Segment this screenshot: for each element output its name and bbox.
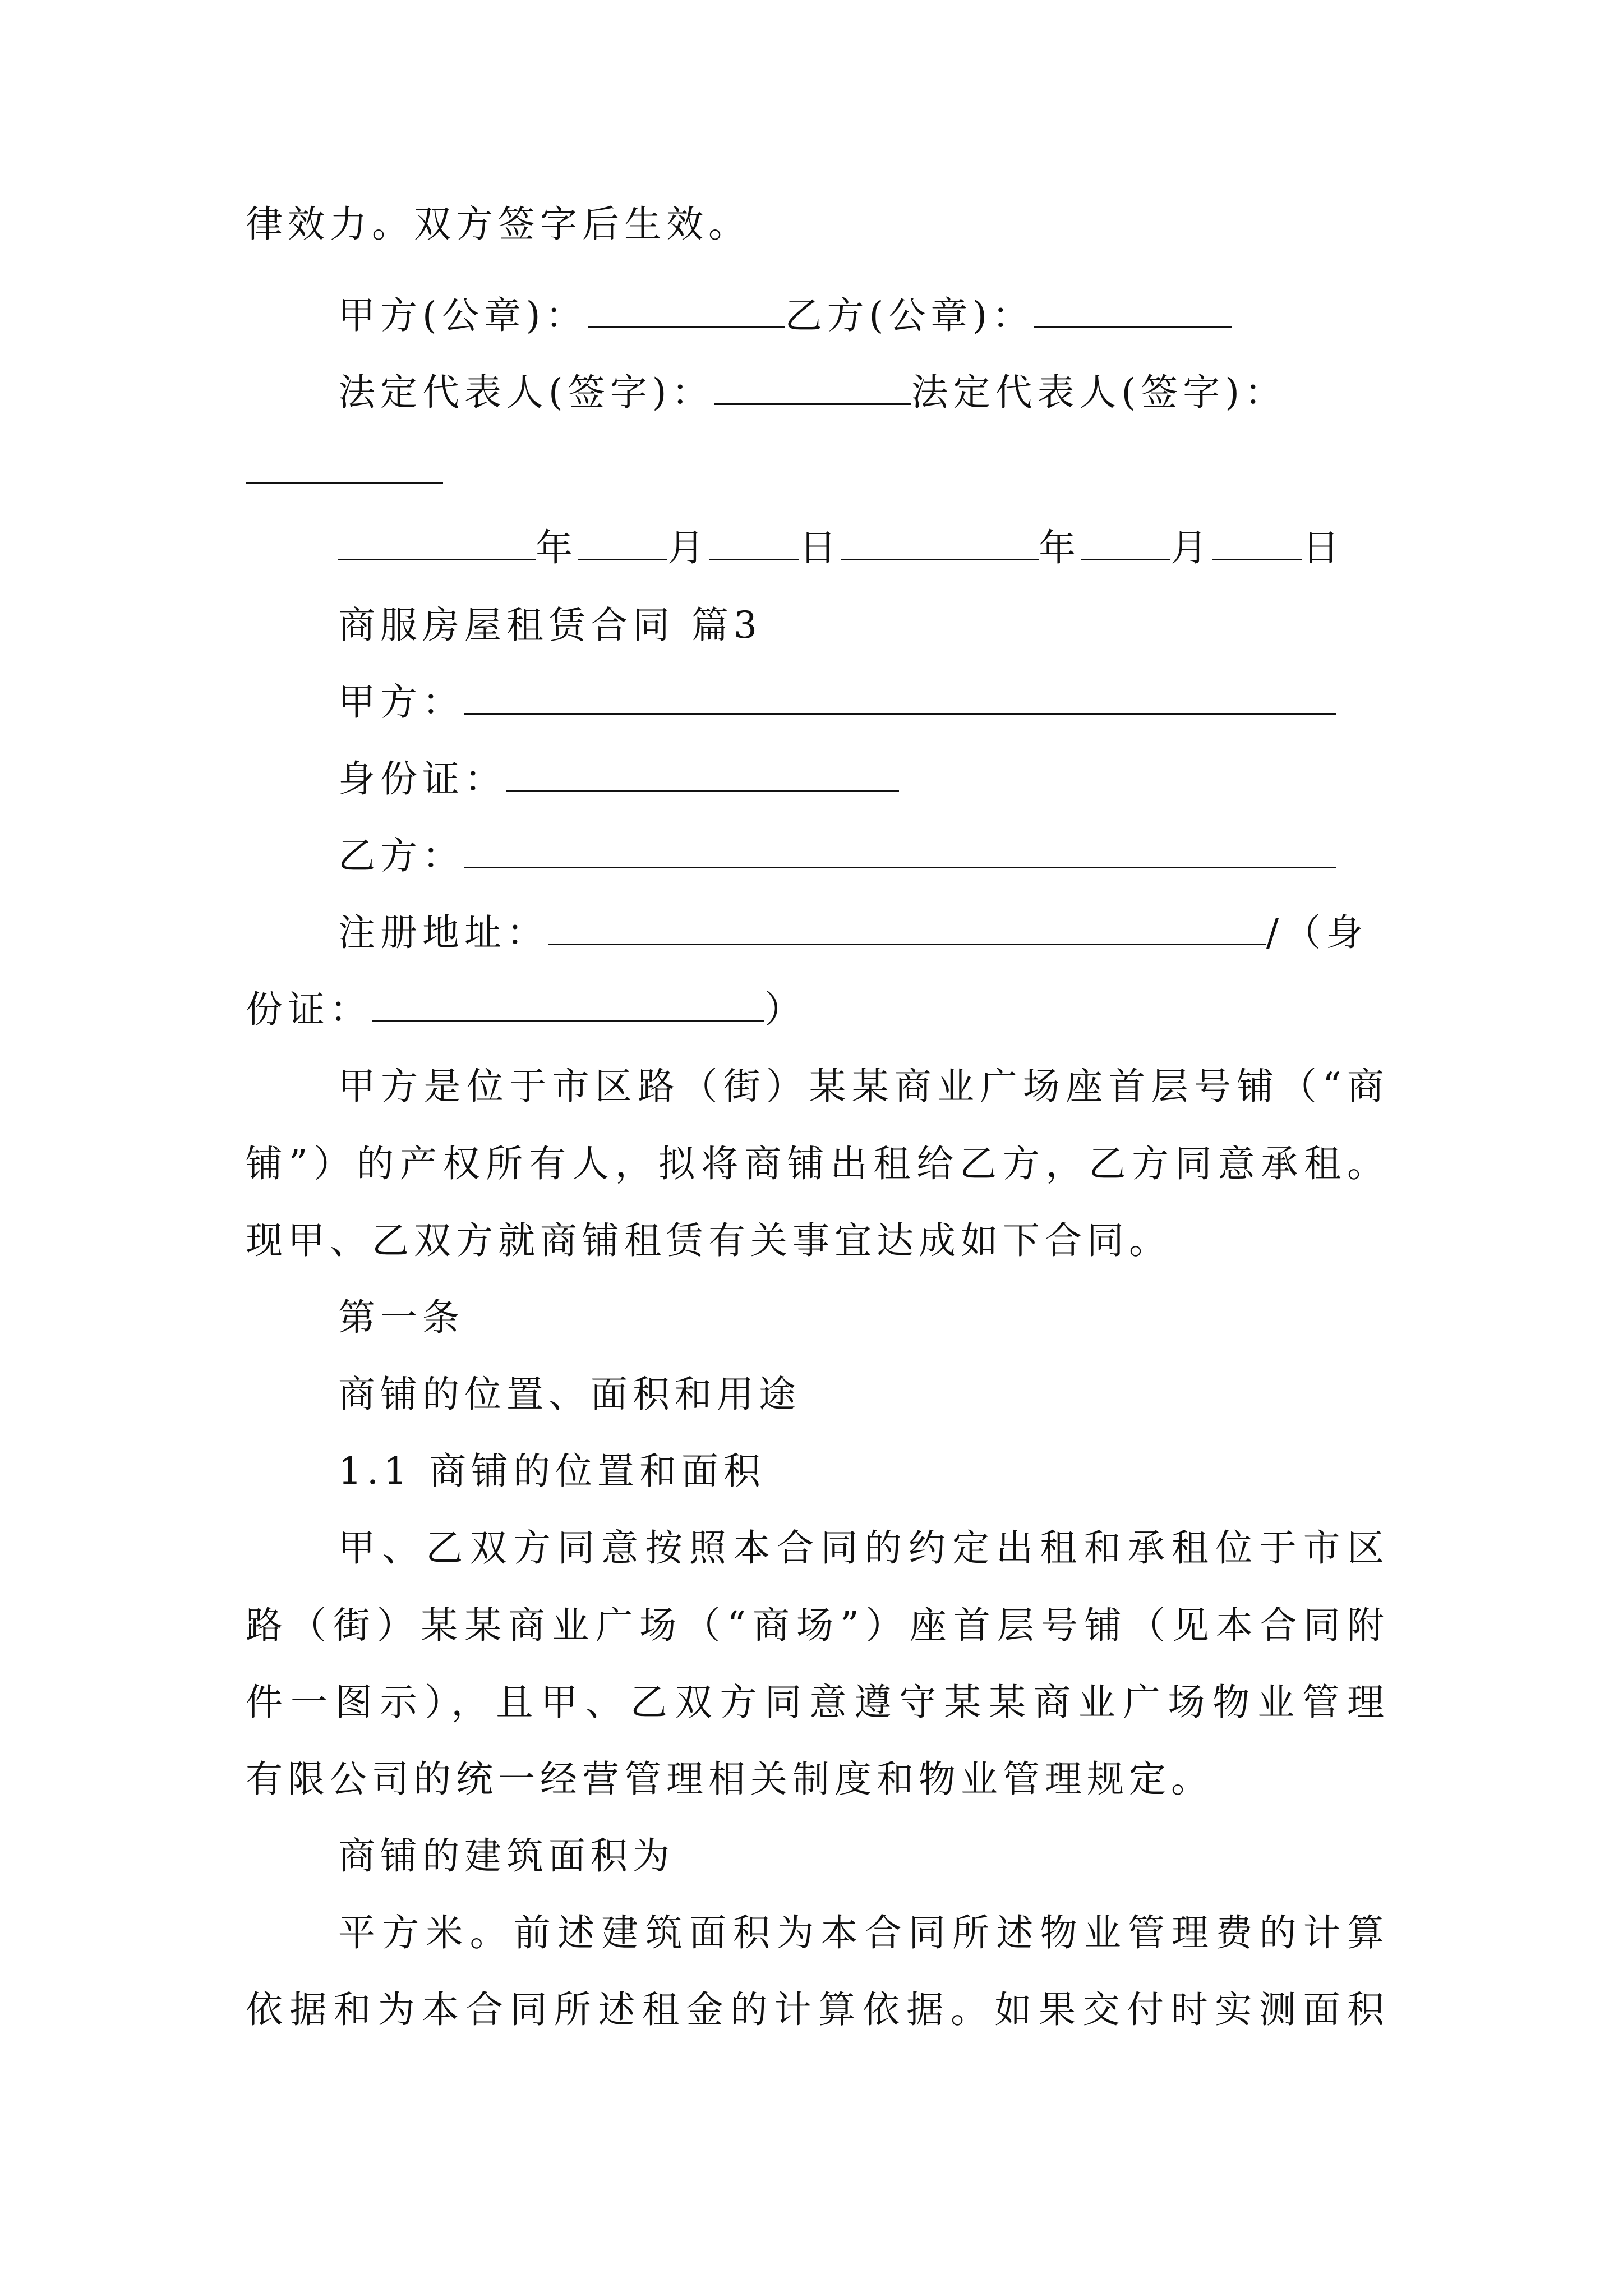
label-year: 年 xyxy=(1039,526,1081,569)
blank-field[interactable] xyxy=(372,987,764,1022)
article-title xyxy=(338,1369,801,1420)
blank-field[interactable] xyxy=(464,679,1336,715)
blank-field[interactable] xyxy=(709,525,799,560)
date-line xyxy=(338,523,1344,573)
paragraph-line xyxy=(246,1139,1384,1189)
id-card-prefix: /（身 xyxy=(1266,911,1368,954)
line-text: 依据和为本合同所述租金的计算依据。如果交付时实测面积 xyxy=(246,1988,1384,2031)
line-text: 甲、乙双方同意按照本合同的约定出租和承租位于市区 xyxy=(338,1526,1384,1570)
paragraph-line xyxy=(246,1985,1384,2035)
label-id-card-continuation: 份证： xyxy=(246,988,372,1031)
blank-field[interactable] xyxy=(1212,525,1302,560)
article-heading xyxy=(338,1292,464,1343)
label-month: 月 xyxy=(667,526,709,569)
paragraph-line xyxy=(338,1908,1384,1958)
party-a-seal-line xyxy=(338,291,1232,341)
line-text: 甲方是位于市区路（街）某某商业广场座首层号铺（“商 xyxy=(338,1065,1384,1108)
id-card-continuation xyxy=(246,984,806,1035)
paragraph-line xyxy=(338,1523,1384,1573)
section-heading xyxy=(338,600,762,651)
heading-text: 商服房屋租赁合同 篇3 xyxy=(338,604,762,647)
clause-heading xyxy=(338,1446,766,1497)
line-text: 现甲、乙双方就商铺租赁有关事宜达成如下合同。 xyxy=(246,1219,1171,1262)
line-text: 铺”）的产权所有人，拟将商铺出租给乙方，乙方同意承租。 xyxy=(246,1142,1384,1185)
paragraph-line xyxy=(246,199,750,250)
line-text: 路（街）某某商业广场（“商场”）座首层号铺（见本合同附 xyxy=(246,1604,1384,1647)
id-card-line xyxy=(338,754,899,804)
paragraph-line xyxy=(246,1754,1213,1805)
line-text: 有限公司的统一经营管理相关制度和物业管理规定。 xyxy=(246,1757,1213,1801)
paragraph-line xyxy=(246,1600,1384,1651)
label-party-b: 乙方： xyxy=(338,834,464,877)
label-id-card: 身份证： xyxy=(338,757,506,800)
label-month: 月 xyxy=(1170,526,1212,569)
paragraph-line xyxy=(246,1216,1171,1266)
label-legal-rep-b: 法定代表人(签字)： xyxy=(911,371,1287,414)
line-text: 律效力。双方签字后生效。 xyxy=(246,203,750,246)
blank-field[interactable] xyxy=(588,293,785,328)
paragraph-line xyxy=(338,1831,675,1881)
blank-field[interactable] xyxy=(841,525,1039,560)
paragraph-line xyxy=(246,1677,1384,1728)
closing-paren: ） xyxy=(764,988,806,1031)
label-day: 日 xyxy=(799,526,841,569)
label-legal-rep-a: 法定代表人(签字)： xyxy=(338,371,714,414)
blank-field[interactable] xyxy=(506,756,899,792)
registered-address-line xyxy=(338,908,1368,958)
blank-field[interactable] xyxy=(338,525,536,560)
label-party-a-seal: 甲方(公章)： xyxy=(338,294,588,337)
blank-field[interactable] xyxy=(464,833,1336,868)
blank-field[interactable] xyxy=(578,525,667,560)
blank-field[interactable] xyxy=(714,370,911,405)
label-registered-address: 注册地址： xyxy=(338,911,548,954)
paragraph-line xyxy=(338,1061,1384,1112)
blank-field[interactable] xyxy=(1034,293,1232,328)
blank-field[interactable] xyxy=(548,910,1266,945)
line-text: 件一图示），且甲、乙双方同意遵守某某商业广场物业管理 xyxy=(246,1681,1384,1724)
line-text: 商铺的建筑面积为 xyxy=(338,1834,675,1878)
label-year: 年 xyxy=(536,526,578,569)
label-party-a: 甲方： xyxy=(338,680,464,724)
label-party-b-seal: 乙方(公章)： xyxy=(785,294,1034,337)
article-title-text: 商铺的位置、面积和用途 xyxy=(338,1373,801,1416)
label-day: 日 xyxy=(1302,526,1344,569)
blank-field[interactable] xyxy=(246,448,443,484)
party-b-line xyxy=(338,831,1336,881)
article-number: 第一条 xyxy=(338,1296,464,1339)
clause-title-text: 1.1 商铺的位置和面积 xyxy=(338,1450,766,1493)
legal-rep-continuation xyxy=(246,446,443,496)
legal-rep-line xyxy=(338,367,1287,418)
line-text: 平方米。前述建筑面积为本合同所述物业管理费的计算 xyxy=(338,1911,1384,1954)
party-a-line xyxy=(338,677,1336,728)
blank-field[interactable] xyxy=(1081,525,1170,560)
